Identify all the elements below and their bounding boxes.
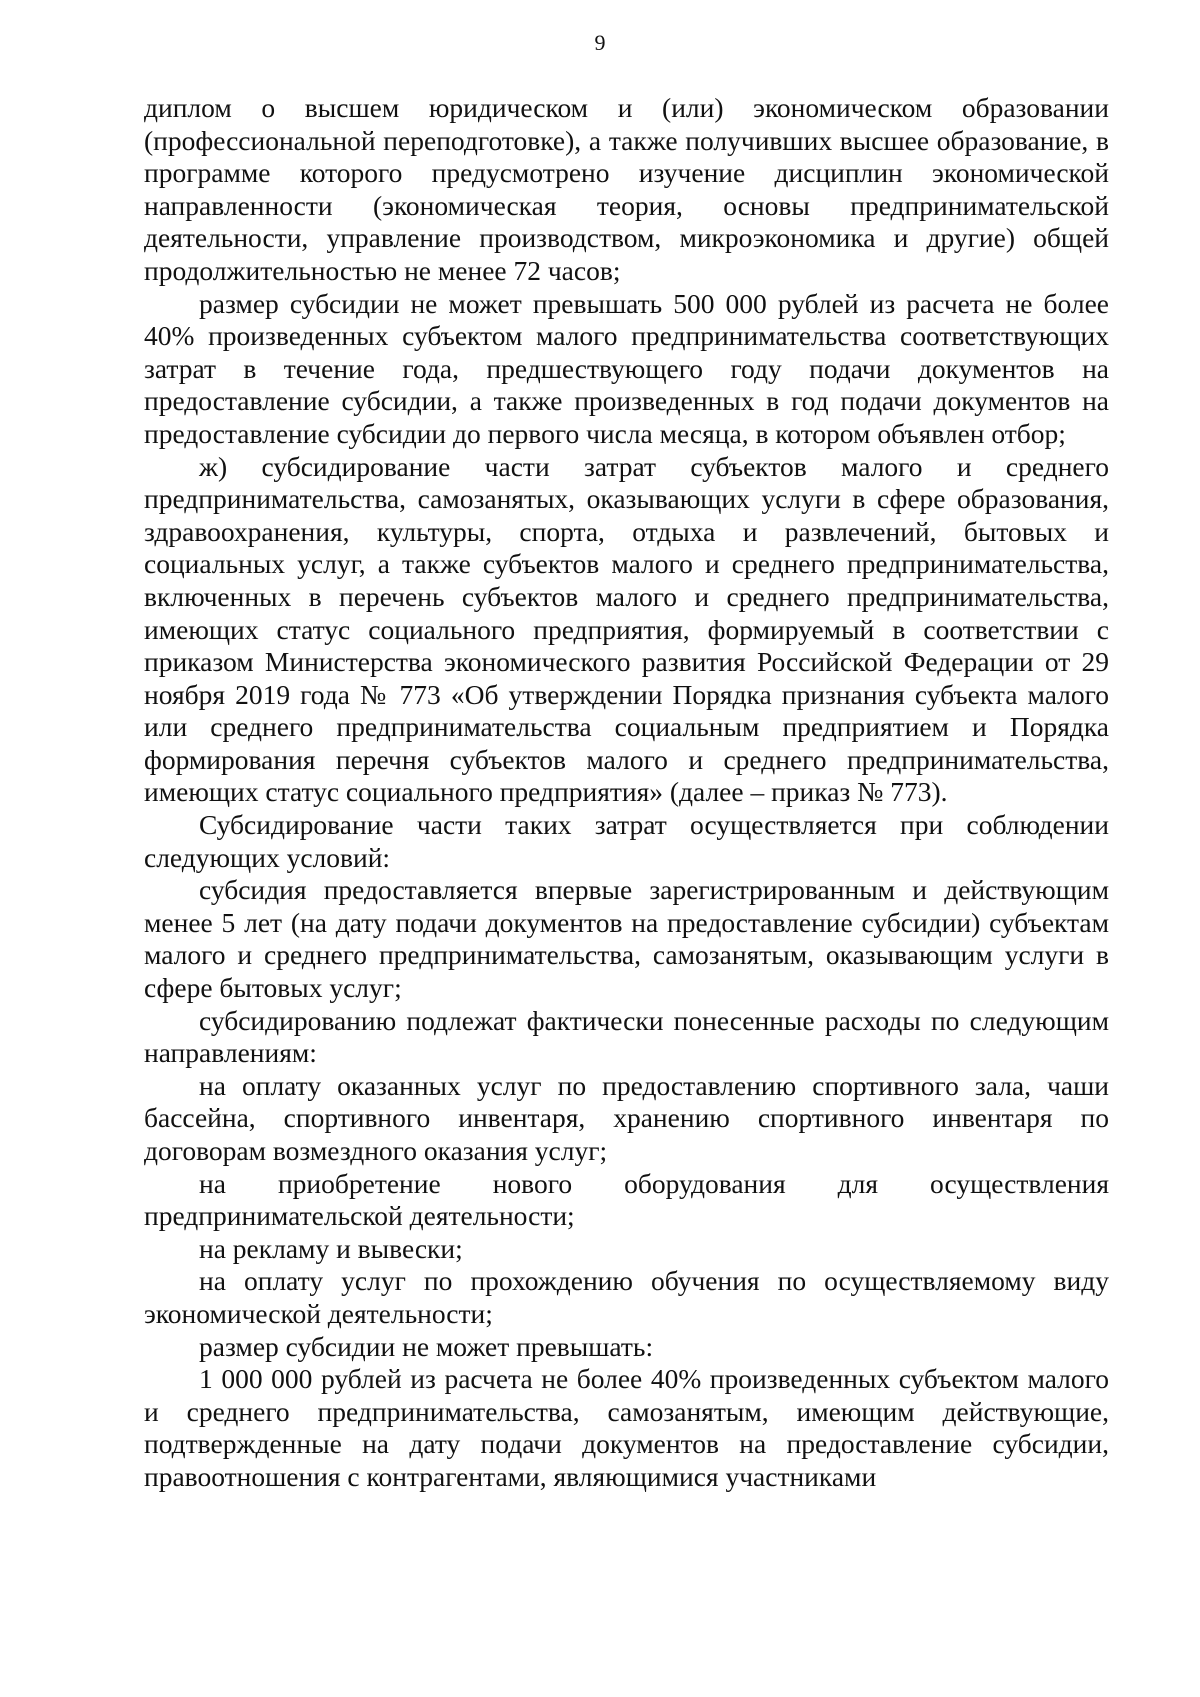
paragraph: на оплату оказанных услуг по предоставлению спортивного зала, чаши бассейна, спортивного инвентаря, хранению спортивного инвентаря по договорам возмездного оказания услуг; (144, 1069, 1109, 1166)
paragraph: субсидия предоставляется впервые зарегистрированным и действующим менее 5 лет (на дату подачи документов на предоставление субсидии) субъектам малого и среднего предпринимательства, самозанятым, оказывающим услуги в сфере бытовых услуг; (144, 874, 1109, 1004)
page-number: 9 (594, 30, 606, 55)
paragraph: на приобретение нового оборудования для осуществления предпринимательской деятельности; (144, 1167, 1109, 1232)
paragraph: размер субсидии не может превышать: (199, 1330, 654, 1362)
paragraph: на рекламу и вывески; (199, 1232, 463, 1264)
paragraph: на оплату услуг по прохождению обучения по осуществляемому виду экономической деятельности; (144, 1265, 1109, 1329)
paragraph: Субсидирование части таких затрат осуществляется при соблюдении следующих условий: (144, 809, 1109, 873)
paragraph: размер субсидии не может превышать 500 000 рублей из расчета не более 40% произведенных субъектом малого предпринимательства соответствующих затрат в течение года, предшествующего году подачи документов на предоставление субсидии, а также произведенных в год подачи документов на предоставление субсидии до первого числа месяца, в котором объявлен отбор; (144, 287, 1109, 449)
paragraph: субсидированию подлежат фактически понесенные расходы по следующим направлениям: (144, 1004, 1109, 1069)
paragraph: 1 000 000 рублей из расчета не более 40% произведенных субъектом малого и среднего предпринимательства, самозанятым, имеющим действующие, подтвержденные на дату подачи документов на предоставление субсидии, правоотношения с контрагентами, являющимися участниками (144, 1363, 1109, 1492)
paragraph: ж) субсидирование части затрат субъектов малого и среднего предпринимательства, самозанятых, оказывающих услуги в сфере образования, здравоохранения, культуры, спорта, отдыха и развлечений, бытовых и социальных услуг, а также субъектов малого и среднего предпринимательства, включенных в перечень субъектов малого и среднего предпринимательства, имеющих статус социального предприятия, формируемый в соответствии с приказом Министерства экономического развития Российской Федерации от 29 ноября 2019 года № 773 «Об утверждении Порядка признания субъекта малого или среднего предпринимательства социальным предприятием и Порядка формирования перечня субъектов малого и среднего предпринимательства, имеющих статус социального предприятия» (далее – приказ № 773). (144, 450, 1109, 808)
paragraph: диплом о высшем юридическом и (или) экономическом образовании (профессиональной переподготовке), а также получивших высшее образование, в программе которого предусмотрено изучение дисциплин экономической направленности (экономическая теория, основы предпринимательской деятельности, управление производством, микроэкономика и другие) общей продолжительностью не менее 72 часов; (144, 92, 1109, 286)
document-body (144, 92, 1109, 1494)
